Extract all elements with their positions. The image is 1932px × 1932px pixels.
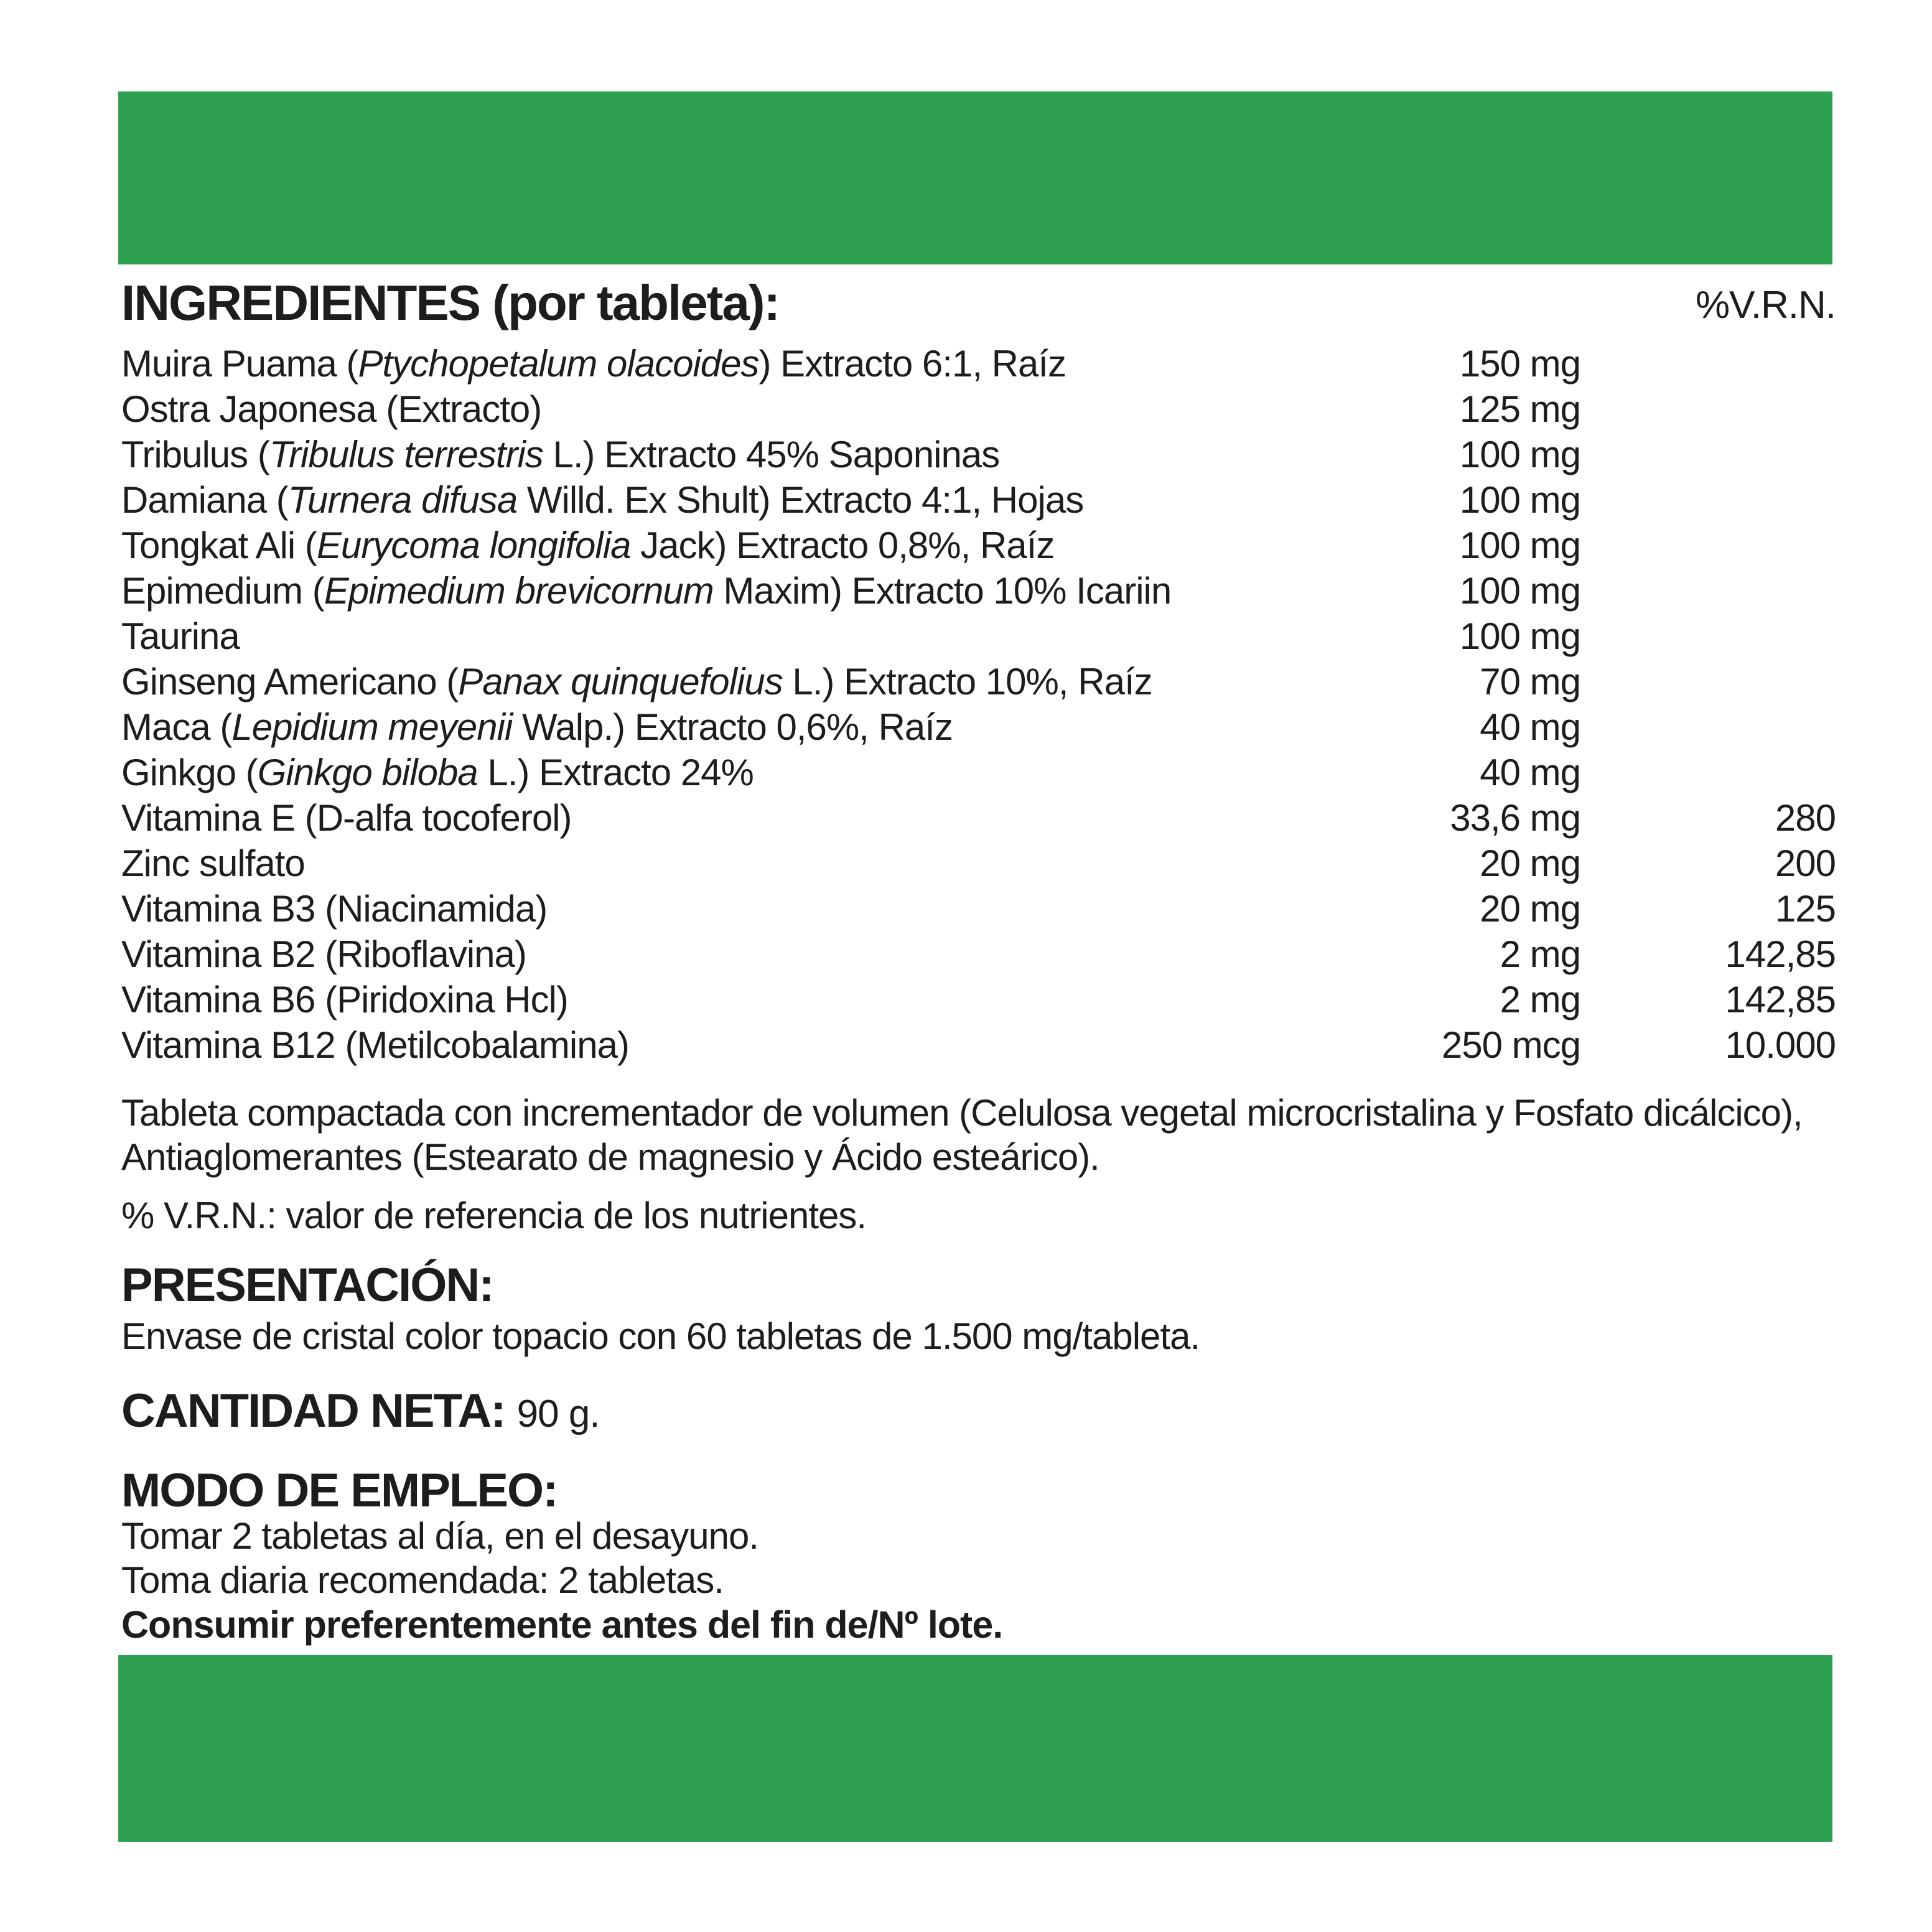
ingredient-row — [121, 750, 1836, 795]
ingredient-row — [121, 1022, 1836, 1068]
ingredient-vrn: 200 — [1775, 842, 1836, 884]
ingredient-name: Damiana (Turnera difusa Willd. Ex Shult) Extracto 4:1, Hojas — [121, 479, 1084, 521]
ingredient-amount: 33,6 mg — [1450, 797, 1580, 839]
ingredient-name: Vitamina B2 (Riboflavina) — [121, 933, 526, 975]
ingredient-row — [121, 795, 1836, 841]
presentacion-title: PRESENTACIÓN: — [121, 1259, 493, 1312]
ingredient-name: Taurina — [121, 615, 240, 657]
ingredient-vrn: 280 — [1775, 797, 1836, 839]
ingredients-title: INGREDIENTES (por tableta): — [121, 275, 780, 330]
ingredient-latin-name: Ginkgo biloba — [257, 752, 478, 793]
ingredient-amount: 40 mg — [1480, 752, 1580, 793]
ingredient-name: Vitamina B3 (Niacinamida) — [121, 888, 548, 930]
modo-empleo-line2: Toma diaria recomendada: 2 tabletas. — [121, 1559, 724, 1601]
ingredients-table — [121, 341, 1836, 1068]
ingredient-row — [121, 841, 1836, 886]
ingredient-name: Zinc sulfato — [121, 842, 305, 884]
ingredient-amount: 100 mg — [1459, 434, 1580, 475]
cantidad-neta-title: CANTIDAD NETA: — [121, 1384, 505, 1437]
ingredient-row — [121, 886, 1836, 931]
bottom-green-band — [118, 1655, 1832, 1842]
ingredient-vrn: 142,85 — [1725, 979, 1836, 1020]
ingredient-name: Tribulus (Tribulus terrestris L.) Extracto 45% Saponinas — [121, 434, 1000, 475]
ingredient-row — [121, 523, 1836, 568]
ingredient-vrn: 142,85 — [1725, 933, 1836, 975]
ingredient-latin-name: Tribulus terrestris — [269, 434, 543, 475]
vrn-column-header: %V.R.N. — [1695, 284, 1836, 327]
ingredient-latin-name: Panax quinquefolius — [458, 661, 783, 702]
ingredient-vrn: 10.000 — [1725, 1024, 1836, 1066]
ingredient-amount: 70 mg — [1480, 661, 1580, 702]
ingredient-amount: 2 mg — [1500, 979, 1580, 1020]
ingredient-amount: 20 mg — [1480, 888, 1580, 930]
ingredient-row — [121, 614, 1836, 659]
ingredient-amount: 100 mg — [1459, 525, 1580, 566]
ingredient-amount: 250 mcg — [1441, 1024, 1580, 1066]
ingredient-amount: 40 mg — [1480, 706, 1580, 748]
ingredient-amount: 150 mg — [1459, 343, 1580, 385]
ingredient-row — [121, 341, 1836, 386]
ingredient-amount: 100 mg — [1459, 479, 1580, 521]
ingredient-row — [121, 659, 1836, 704]
ingredient-amount: 100 mg — [1459, 615, 1580, 657]
cantidad-neta-heading — [121, 1384, 600, 1438]
ingredient-row — [121, 931, 1836, 977]
ingredient-latin-name: Lepidium meyenii — [231, 706, 513, 748]
cantidad-neta-value: 90 g. — [516, 1393, 600, 1435]
presentacion-body: Envase de cristal color topacio con 60 tabletas de 1.500 mg/tableta. — [121, 1315, 1200, 1357]
ingredient-latin-name: Epimedium brevicornum — [324, 570, 714, 612]
ingredient-name: Epimedium (Epimedium brevicornum Maxim) Extracto 10% Icariin — [121, 570, 1172, 612]
ingredient-latin-name: Eurycoma longifolia — [316, 525, 631, 566]
ingredient-row — [121, 977, 1836, 1022]
ingredient-name: Vitamina B6 (Piridoxina Hcl) — [121, 979, 568, 1020]
excipients-note: Tableta compactada con incrementador de volumen (Celulosa vegetal microcristalina y Fosfato dicálcico), Antiaglomerantes (Estearato de magnesio y Ácido esteárico). — [121, 1092, 1803, 1178]
ingredient-amount: 2 mg — [1500, 933, 1580, 975]
ingredient-row — [121, 568, 1836, 614]
ingredient-row — [121, 386, 1836, 432]
top-green-band — [118, 91, 1832, 264]
ingredient-name: Muira Puama (Ptychopetalum olacoides) Extracto 6:1, Raíz — [121, 343, 1066, 385]
ingredient-name: Ginkgo (Ginkgo biloba L.) Extracto 24% — [121, 752, 754, 793]
vrn-note: % V.R.N.: valor de referencia de los nutrientes. — [121, 1195, 867, 1236]
ingredient-name: Tongkat Ali (Eurycoma longifolia Jack) Extracto 0,8%, Raíz — [121, 525, 1055, 566]
ingredient-row — [121, 432, 1836, 477]
ingredient-vrn: 125 — [1775, 888, 1836, 930]
ingredient-latin-name: Turnera difusa — [287, 479, 518, 521]
modo-empleo-line1: Tomar 2 tabletas al día, en el desayuno. — [121, 1515, 759, 1557]
ingredient-amount: 125 mg — [1459, 388, 1580, 430]
ingredient-name: Maca (Lepidium meyenii Walp.) Extracto 0,6%, Raíz — [121, 706, 953, 748]
ingredient-row — [121, 704, 1836, 750]
best-before-note: Consumir preferentemente antes del fin de/Nº lote. — [121, 1603, 1003, 1646]
ingredient-amount: 20 mg — [1480, 842, 1580, 884]
ingredient-name: Vitamina B12 (Metilcobalamina) — [121, 1024, 629, 1066]
ingredient-name: Vitamina E (D-alfa tocoferol) — [121, 797, 572, 839]
ingredient-name: Ostra Japonesa (Extracto) — [121, 388, 542, 430]
ingredient-amount: 100 mg — [1459, 570, 1580, 612]
ingredient-latin-name: Ptychopetalum olacoides — [358, 343, 759, 385]
modo-empleo-title: MODO DE EMPLEO: — [121, 1464, 558, 1517]
ingredient-name: Ginseng Americano (Panax quinquefolius L.) Extracto 10%, Raíz — [121, 661, 1152, 702]
ingredient-row — [121, 477, 1836, 523]
